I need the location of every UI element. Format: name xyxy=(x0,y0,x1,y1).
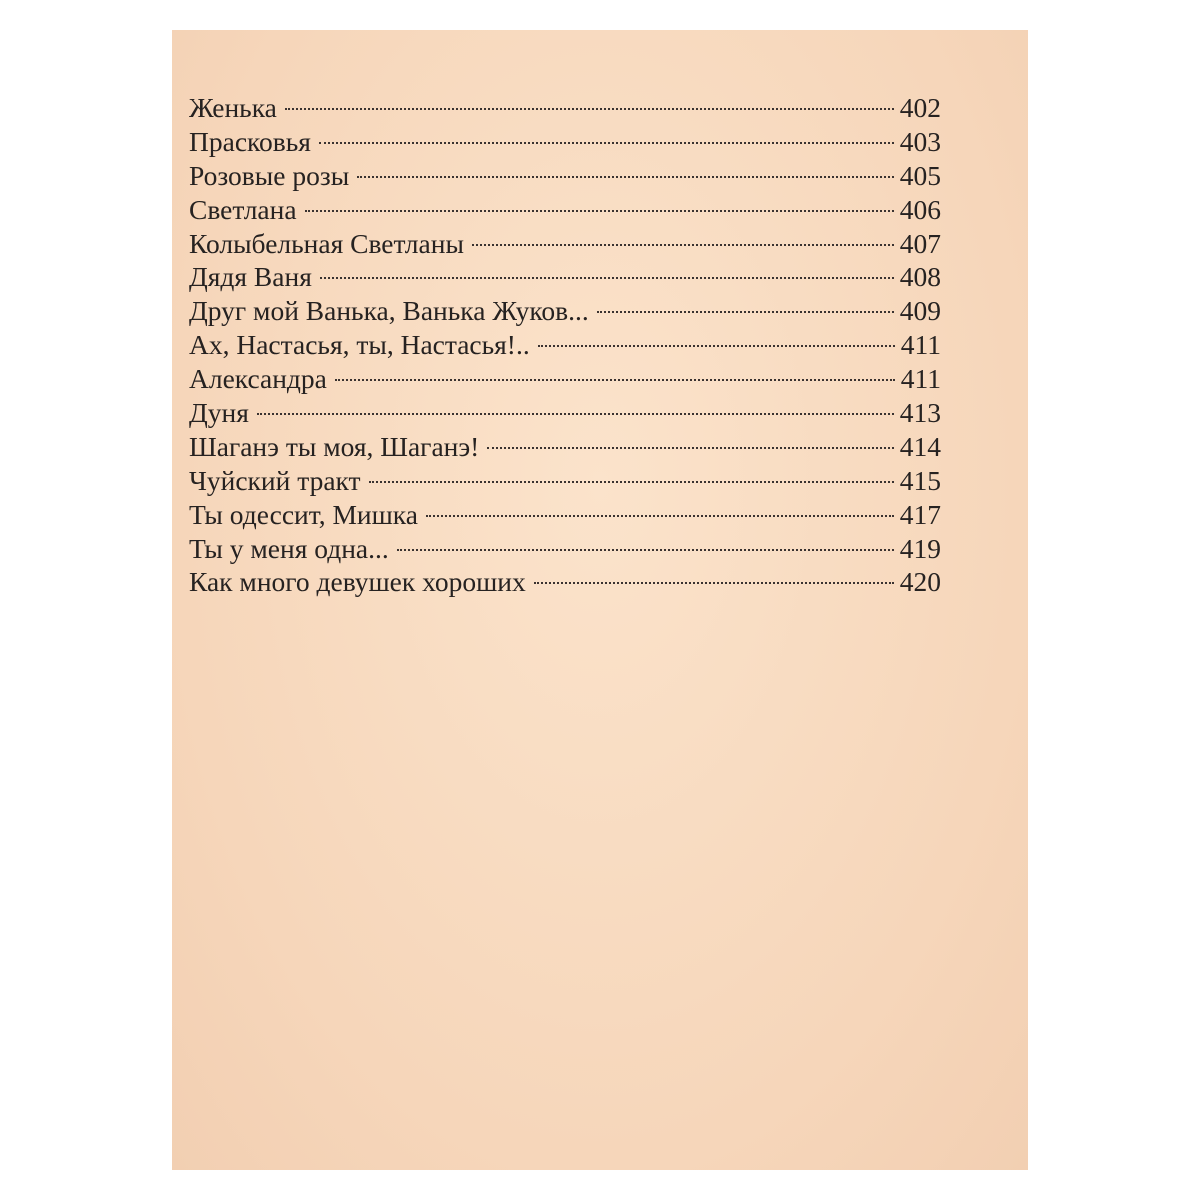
toc-entry-page: 419 xyxy=(899,532,941,564)
toc-entry-title: Дядя Ваня xyxy=(189,261,312,293)
toc-entry-page: 411 xyxy=(900,329,941,361)
toc-entry-page: 406 xyxy=(899,193,941,225)
toc-entry-page: 415 xyxy=(899,464,941,496)
toc-entry-title: Александра xyxy=(189,363,327,395)
toc-entry xyxy=(189,125,941,159)
dot-leader xyxy=(369,481,894,483)
toc-entry xyxy=(189,91,941,125)
toc-entry-page: 420 xyxy=(899,566,941,598)
toc-entry xyxy=(189,193,941,227)
toc-entry-title: Ах, Настасья, ты, Настасья!.. xyxy=(189,329,530,361)
book-page xyxy=(172,30,1028,1170)
toc-entry-page: 405 xyxy=(899,159,941,191)
toc-entry-page: 403 xyxy=(899,125,941,157)
toc-entry-title: Колыбельная Светланы xyxy=(189,227,464,259)
dot-leader xyxy=(487,447,893,449)
dot-leader xyxy=(397,549,894,551)
dot-leader xyxy=(534,582,894,584)
toc-entry-title: Розовые розы xyxy=(189,159,350,191)
toc-entry-title: Дуня xyxy=(189,397,249,429)
toc-entry-page: 411 xyxy=(900,363,941,395)
toc-entry xyxy=(189,260,941,294)
dot-leader xyxy=(257,413,894,415)
table-of-contents xyxy=(189,91,941,599)
dot-leader xyxy=(285,108,894,110)
toc-entry-title: Друг мой Ванька, Ванька Жуков... xyxy=(189,295,589,327)
dot-leader xyxy=(538,345,895,347)
dot-leader xyxy=(597,311,894,313)
toc-entry-page: 407 xyxy=(899,227,941,259)
toc-entry-page: 409 xyxy=(899,295,941,327)
toc-entry-title: Чуйский тракт xyxy=(189,464,361,496)
dot-leader xyxy=(305,210,894,212)
toc-entry-title: Шаганэ ты моя, Шаганэ! xyxy=(189,430,480,462)
toc-entry xyxy=(189,362,941,396)
dot-leader xyxy=(320,277,894,279)
toc-entry xyxy=(189,328,941,362)
toc-entry xyxy=(189,464,941,498)
toc-entry-title: Ты у меня одна... xyxy=(189,532,389,564)
toc-entry xyxy=(189,430,941,464)
toc-entry xyxy=(189,532,941,566)
toc-entry-page: 413 xyxy=(899,397,941,429)
toc-entry-page: 402 xyxy=(899,92,941,123)
toc-entry xyxy=(189,565,941,599)
dot-leader xyxy=(319,142,894,144)
toc-entry xyxy=(189,498,941,532)
toc-entry-title: Ты одессит, Мишка xyxy=(189,498,418,530)
toc-entry-title: Прасковья xyxy=(189,125,311,157)
toc-entry-page: 408 xyxy=(899,261,941,293)
toc-entry-title: Светлана xyxy=(189,193,297,225)
toc-entry xyxy=(189,294,941,328)
toc-entry xyxy=(189,396,941,430)
toc-entry xyxy=(189,227,941,261)
toc-entry-page: 417 xyxy=(899,498,941,530)
dot-leader xyxy=(357,176,894,178)
dot-leader xyxy=(472,244,894,246)
toc-entry-title: Женька xyxy=(189,92,277,123)
toc-entry xyxy=(189,159,941,193)
toc-entry-page: 414 xyxy=(899,430,941,462)
dot-leader xyxy=(335,379,895,381)
toc-entry-title: Как много девушек хороших xyxy=(189,566,526,598)
dot-leader xyxy=(426,515,894,517)
